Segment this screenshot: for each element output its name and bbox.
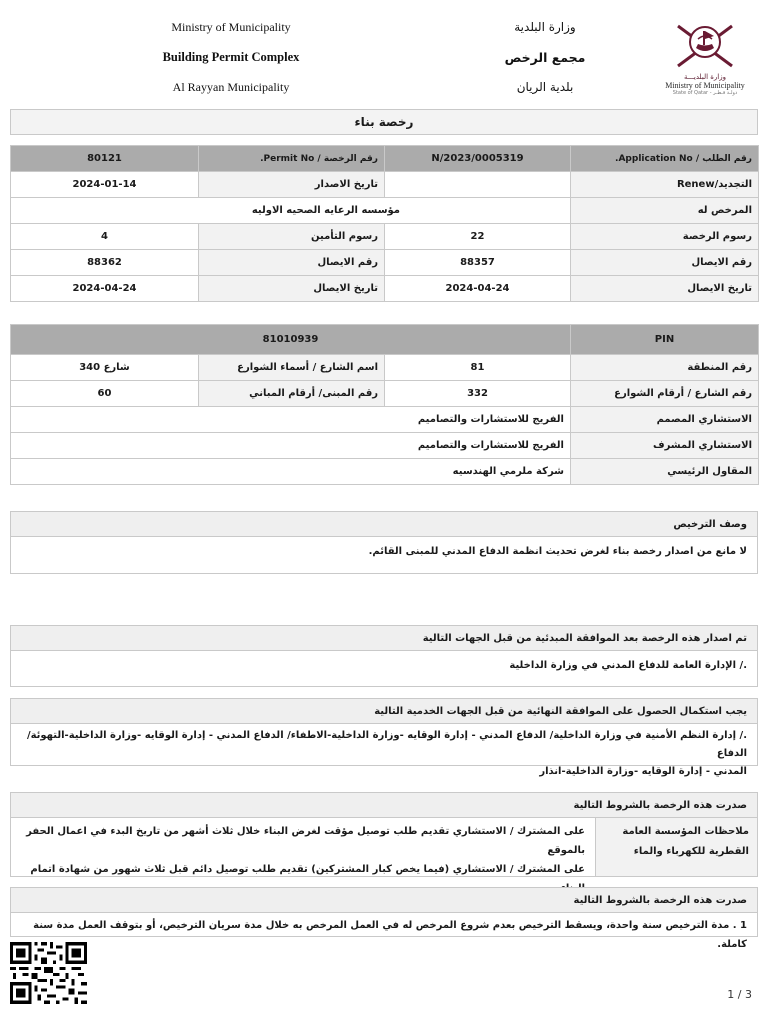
zone-value: 81: [385, 355, 571, 381]
licensee-value: مؤسسه الرعايه الصحيه الاوليه: [11, 198, 571, 224]
kahramaa-conditions-body: [11, 818, 757, 876]
final-approval-body: [11, 724, 757, 786]
application-no-label: رقم الطلب / Application No.: [571, 146, 759, 172]
kahramaa-conditions-section: [10, 792, 758, 877]
qr-code: [10, 942, 87, 1004]
general-conditions-heading: صدرت هذه الرخصة بالشروط التالية: [11, 888, 757, 913]
street-name-label: اسم الشارع / أسماء الشوارع: [199, 355, 385, 381]
table-row: [11, 433, 759, 459]
logo-text-small: State of Qatar - دولـة قـطـر: [672, 90, 738, 96]
receipt-date-label-1: تاريخ الايصال: [571, 276, 759, 302]
header-ministry-en: Ministry of Municipality: [171, 20, 291, 34]
designer-label: الاستشاري المصمم: [571, 407, 759, 433]
permit-no-label: رقم الرخصة / Permit No.: [199, 146, 385, 172]
receipt-no-value-2: 88362: [11, 250, 199, 276]
building-no-value: 60: [11, 381, 199, 407]
receipt-no-value-1: 88357: [385, 250, 571, 276]
pin-label: PIN: [571, 325, 759, 355]
table-row: [11, 224, 759, 250]
kahramaa-conditions-heading: صدرت هذه الرخصة بالشروط التالية: [11, 793, 757, 818]
building-no-label: رقم المبنى/ أرقام المباني: [199, 381, 385, 407]
table-row: [11, 250, 759, 276]
kahramaa-note-line-3: على المشترك / الاستشاري (فيما يخص كبار المشتركين) تقديم طلب توصيل دائم قبل ثلاث شهور من شهادة اتمام: [30, 864, 585, 875]
initial-approval-text: ./ الإدارة العامة للدفاع المدني في وزارة الداخلية: [509, 660, 747, 671]
table-row: [11, 325, 759, 355]
kahramaa-label: ملاحظات المؤسسة العامة القطرية للكهرباء والماء: [595, 818, 757, 876]
issue-date-value: 2024-01-14: [11, 172, 199, 198]
receipt-no-label-2: رقم الايصال: [199, 250, 385, 276]
final-approval-line-2: المدني - إدارة الوقايه -وزارة الداخلية-انذار: [539, 766, 747, 777]
street-no-label: رقم الشارع / أرقام الشوارع: [571, 381, 759, 407]
receipt-date-value-2: 2024-04-24: [11, 276, 199, 302]
ministry-logo: [660, 14, 750, 96]
application-no-value: N/2023/0005319: [385, 146, 571, 172]
table-row: [11, 172, 759, 198]
renew-value: [385, 172, 571, 198]
permit-description-section: [10, 511, 758, 574]
qatar-emblem-icon: [660, 14, 750, 72]
initial-approval-section: [10, 625, 758, 687]
pin-value: 81010939: [11, 325, 571, 355]
insurance-fee-label: رسوم التأمين: [199, 224, 385, 250]
table-row: [11, 146, 759, 172]
street-no-value: 332: [385, 381, 571, 407]
header-complex-ar: مجمع الرخص: [504, 50, 586, 65]
permit-no-value: 80121: [11, 146, 199, 172]
header-municipality-ar: بلدية الريان: [516, 80, 574, 94]
description-text: لا مانع من اصدار رخصة بناء لغرض تحديث انظمة الدفاع المدني للمبنى القائم.: [368, 546, 747, 557]
table-row: [11, 459, 759, 485]
final-approval-line-1: ./ إدارة النظم الأمنية في وزارة الداخلية/ الدفاع المدني - إدارة الوقايه -وزارة الداخلية-الاطفاء/ الدفاع المدني - إدارة الوقايه -وزارة الداخلية-التهوئة/ الدفاع: [26, 730, 747, 759]
table-row: [11, 381, 759, 407]
initial-approval-heading: تم اصدار هذه الرخصة بعد الموافقة المبدئية من قبل الجهات التالية: [11, 626, 757, 651]
description-heading: وصف الترخيص: [11, 512, 757, 537]
table-row: [11, 276, 759, 302]
insurance-fee-value: 4: [11, 224, 199, 250]
header-ministry-ar: وزارة البلدية: [514, 20, 576, 34]
receipt-date-value-1: 2024-04-24: [385, 276, 571, 302]
permit-info-table: [10, 145, 759, 302]
document-title: رخصة بناء: [10, 109, 758, 135]
header-municipality-en: Al Rayyan Municipality: [172, 80, 290, 94]
designer-value: الفريج للاستشارات والتصاميم: [11, 407, 571, 433]
final-approval-section: [10, 698, 758, 777]
zone-label: رقم المنطقة: [571, 355, 759, 381]
permit-fee-label: رسوم الرخصة: [571, 224, 759, 250]
general-condition-1: 1 . مدة الترخيص سنة واحدة، ويسقط الترخيص بعدم شروع المرخص له في العمل المرخص به خلال مدة سريان الترخيص، أو بتوقف العمل مدة سنة كاملة.: [33, 920, 747, 950]
contractor-label: المقاول الرئيسي: [571, 459, 759, 485]
receipt-date-label-2: تاريخ الايصال: [199, 276, 385, 302]
supervisor-label: الاستشاري المشرف: [571, 433, 759, 459]
qr-code-icon: [10, 942, 87, 1004]
supervisor-value: الفريج للاستشارات والتصاميم: [11, 433, 571, 459]
kahramaa-notes: [11, 818, 595, 876]
receipt-no-label-1: رقم الايصال: [571, 250, 759, 276]
logo-text-ar: وزارة البلديـــة: [683, 73, 726, 81]
logo-text-en: Ministry of Municipality: [665, 81, 745, 90]
licensee-label: المرخص له: [571, 198, 759, 224]
pin-info-table: [10, 324, 759, 485]
page-number: 1 / 3: [727, 988, 752, 1001]
general-conditions-section: [10, 887, 758, 950]
kahramaa-note-line-1: على المشترك / الاستشاري تقديم طلب توصيل مؤقت لغرض البناء خلال ثلاث أشهر من تاريخ البدء في اعمال الحفر: [26, 826, 585, 837]
table-row: [11, 355, 759, 381]
permit-fee-value: 22: [385, 224, 571, 250]
table-row: [11, 198, 759, 224]
renew-label: التجديد/Renew: [571, 172, 759, 198]
header-complex-en: Building Permit Complex: [162, 50, 300, 64]
table-row: [11, 407, 759, 433]
street-name-value: شارع 340: [11, 355, 199, 381]
final-approval-heading: يجب استكمال الحصول على الموافقة النهائية من قبل الجهات الخدمية التالية: [11, 699, 757, 724]
contractor-value: شركة ملرمي الهندسيه: [11, 459, 571, 485]
issue-date-label: تاريخ الاصدار: [199, 172, 385, 198]
kahramaa-note-line-2: بالموقع: [547, 845, 585, 856]
